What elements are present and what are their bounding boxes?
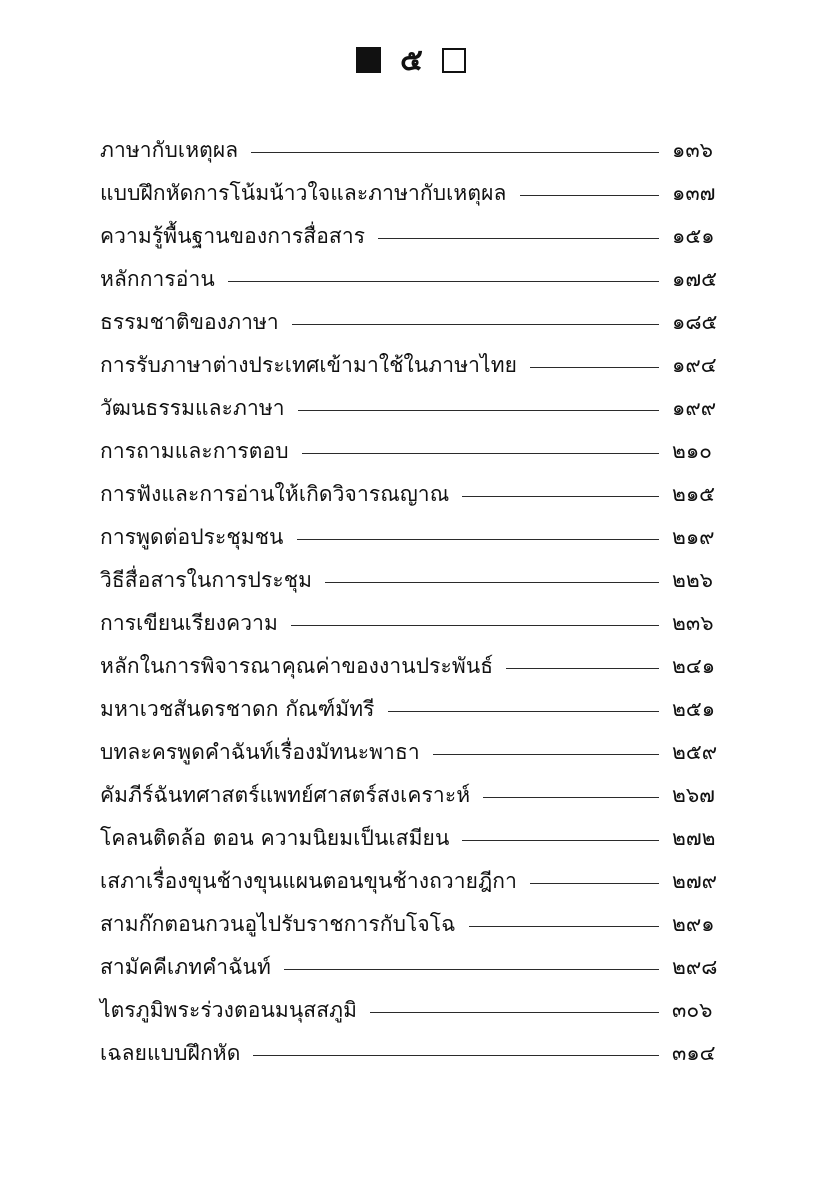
toc-entry[interactable] bbox=[100, 183, 728, 226]
toc-entry[interactable] bbox=[100, 441, 728, 484]
toc-entry-title: การถามและการตอบ bbox=[100, 439, 289, 463]
toc-entry-page-number: ๓๐๖ bbox=[672, 998, 713, 1022]
toc-leader-line bbox=[251, 152, 659, 153]
toc-entry-title: การพูดต่อประชุมชน bbox=[100, 525, 284, 549]
toc-leader-line bbox=[298, 410, 659, 411]
toc-entry-title: หลักการอ่าน bbox=[100, 267, 215, 291]
toc-entry-page-number: ๑๓๗ bbox=[672, 181, 716, 205]
toc-entry-title: วัฒนธรรมและภาษา bbox=[100, 396, 285, 420]
toc-leader-line bbox=[378, 238, 659, 239]
toc-entry[interactable] bbox=[100, 699, 728, 742]
toc-entry-title: โคลนติดล้อ ตอน ความนิยมเป็นเสมียน bbox=[100, 826, 450, 850]
toc-leader-line bbox=[284, 969, 659, 970]
toc-entry-title: ภาษากับเหตุผล bbox=[100, 138, 239, 162]
toc-leader-line bbox=[530, 883, 659, 884]
toc-entry[interactable] bbox=[100, 355, 728, 398]
toc-leader-line bbox=[433, 754, 659, 755]
toc-entry[interactable] bbox=[100, 613, 728, 656]
toc-entry-page-number: ๒๙๘ bbox=[672, 955, 718, 979]
toc-entry-page-number: ๑๘๕ bbox=[672, 310, 718, 334]
page-header-numeral: ๕ bbox=[400, 43, 423, 78]
toc-leader-line bbox=[228, 281, 659, 282]
toc-entry-title: สามก๊กตอนกวนอูไปรับราชการกับโจโฉ bbox=[100, 912, 456, 936]
toc-entry-page-number: ๒๑๙ bbox=[672, 525, 715, 549]
toc-leader-line bbox=[297, 539, 659, 540]
toc-entry[interactable] bbox=[100, 785, 728, 828]
toc-entry-title: บทละครพูดคำฉันท์เรื่องมัทนะพาธา bbox=[100, 740, 420, 764]
toc-entry-page-number: ๒๓๖ bbox=[672, 611, 714, 635]
toc-leader-line bbox=[462, 496, 659, 497]
toc-entry-title: หลักในการพิจารณาคุณค่าของงานประพันธ์ bbox=[100, 654, 494, 678]
toc-leader-line bbox=[370, 1012, 659, 1013]
toc-leader-line bbox=[469, 926, 659, 927]
toc-entry[interactable] bbox=[100, 312, 728, 355]
toc-entry[interactable] bbox=[100, 570, 728, 613]
toc-entry-title: มหาเวชสันดรชาดก กัณฑ์มัทรี bbox=[100, 697, 375, 721]
toc-entry-page-number: ๑๙๙ bbox=[672, 396, 717, 420]
toc-entry-page-number: ๑๕๑ bbox=[672, 224, 715, 248]
toc-entry-page-number: ๒๕๙ bbox=[672, 740, 718, 764]
toc-entry[interactable] bbox=[100, 140, 728, 183]
toc-entry-title: เฉลยแบบฝึกหัด bbox=[100, 1041, 241, 1065]
toc-entry-page-number: ๒๔๑ bbox=[672, 654, 716, 678]
toc-leader-line bbox=[302, 453, 659, 454]
table-of-contents bbox=[100, 140, 728, 1086]
toc-entry[interactable] bbox=[100, 871, 728, 914]
toc-leader-line bbox=[292, 324, 659, 325]
toc-entry-page-number: ๒๖๗ bbox=[672, 783, 715, 807]
outlined-square-icon bbox=[442, 48, 466, 73]
toc-entry-title: การฟังและการอ่านให้เกิดวิจารณญาณ bbox=[100, 482, 450, 506]
toc-entry-page-number: ๒๗๒ bbox=[672, 826, 716, 850]
toc-entry[interactable] bbox=[100, 957, 728, 1000]
toc-entry-page-number: ๒๗๙ bbox=[672, 869, 718, 893]
toc-entry-page-number: ๒๑๐ bbox=[672, 439, 712, 463]
page-header bbox=[0, 40, 822, 80]
toc-entry-page-number: ๒๕๑ bbox=[672, 697, 716, 721]
toc-entry-page-number: ๒๒๖ bbox=[672, 568, 714, 592]
toc-entry-page-number: ๑๓๖ bbox=[672, 138, 714, 162]
toc-entry-title: ไตรภูมิพระร่วงตอนมนุสสภูมิ bbox=[100, 998, 358, 1022]
toc-entry-page-number: ๑๗๕ bbox=[672, 267, 718, 291]
toc-leader-line bbox=[325, 582, 659, 583]
toc-entry[interactable] bbox=[100, 226, 728, 269]
toc-entry[interactable] bbox=[100, 742, 728, 785]
toc-entry-title: คัมภีร์ฉันทศาสตร์แพทย์ศาสตร์สงเคราะห์ bbox=[100, 783, 471, 807]
toc-entry[interactable] bbox=[100, 1000, 728, 1043]
toc-leader-line bbox=[506, 668, 659, 669]
toc-leader-line bbox=[483, 797, 659, 798]
toc-leader-line bbox=[253, 1055, 659, 1056]
toc-entry-title: ธรรมชาติของภาษา bbox=[100, 310, 279, 334]
toc-entry[interactable] bbox=[100, 656, 728, 699]
toc-entry-title: สามัคคีเภทคำฉันท์ bbox=[100, 955, 271, 979]
toc-entry[interactable] bbox=[100, 527, 728, 570]
toc-leader-line bbox=[530, 367, 659, 368]
toc-entry-title: วิธีสื่อสารในการประชุม bbox=[100, 568, 313, 592]
toc-entry-page-number: ๑๙๔ bbox=[672, 353, 717, 377]
toc-leader-line bbox=[291, 625, 659, 626]
toc-entry[interactable] bbox=[100, 914, 728, 957]
toc-entry-title: การเขียนเรียงความ bbox=[100, 611, 278, 635]
toc-entry[interactable] bbox=[100, 398, 728, 441]
toc-entry-title: การรับภาษาต่างประเทศเข้ามาใช้ในภาษาไทย bbox=[100, 353, 518, 377]
toc-entry[interactable] bbox=[100, 484, 728, 527]
toc-entry-title: เสภาเรื่องขุนช้างขุนแผนตอนขุนช้างถวายฎีกา bbox=[100, 869, 517, 893]
toc-entry-page-number: ๒๙๑ bbox=[672, 912, 715, 936]
toc-entry[interactable] bbox=[100, 269, 728, 312]
toc-leader-line bbox=[462, 840, 659, 841]
toc-leader-line bbox=[520, 195, 660, 196]
toc-leader-line bbox=[388, 711, 659, 712]
toc-entry[interactable] bbox=[100, 1043, 728, 1086]
filled-square-icon bbox=[356, 47, 381, 73]
toc-entry[interactable] bbox=[100, 828, 728, 871]
toc-entry-title: ความรู้พื้นฐานของการสื่อสาร bbox=[100, 224, 366, 248]
toc-entry-page-number: ๒๑๕ bbox=[672, 482, 716, 506]
toc-entry-page-number: ๓๑๔ bbox=[672, 1041, 716, 1065]
toc-entry-title: แบบฝึกหัดการโน้มน้าวใจและภาษากับเหตุผล bbox=[100, 181, 507, 205]
